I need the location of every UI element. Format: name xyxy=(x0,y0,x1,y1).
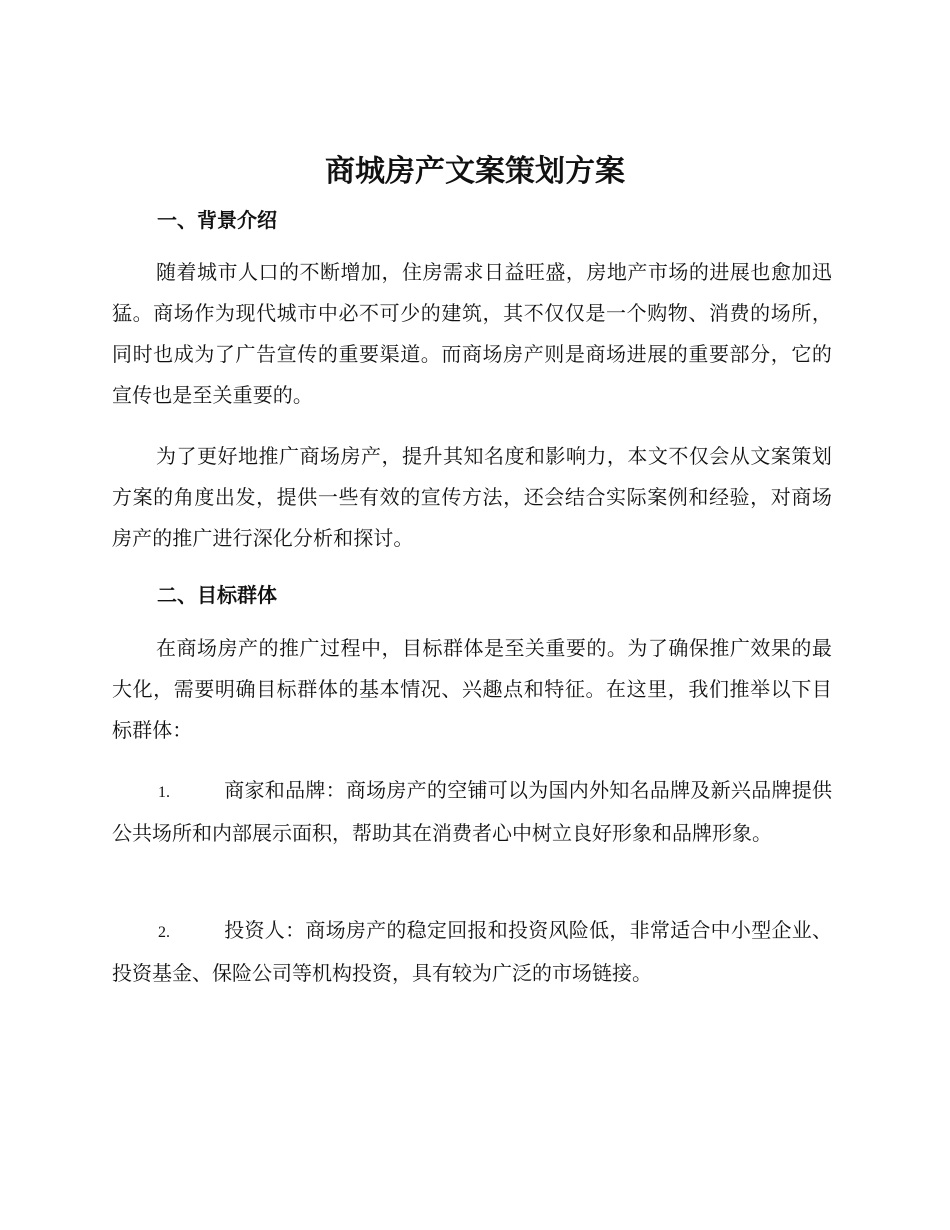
list-number: 2. xyxy=(158,924,170,941)
document-title: 商城房产文案策划方案 xyxy=(325,154,625,189)
list-item-merchants xyxy=(112,770,832,854)
list-item-text: 投资人：商场房产的稳定回报和投资风险低，非常适合中小型企业、投资基金、保险公司等机构投资，具有较为广泛的市场链接。 xyxy=(112,918,832,985)
paragraph-background-2: 为了更好地推广商场房产，提升其知名度和影响力，本文不仅会从文案策划方案的角度出发，提供一些有效的宣传方法，还会结合实际案例和经验，对商场房产的推广进行深化分析和探讨。 xyxy=(112,444,832,550)
list-item-text: 商家和品牌：商场房产的空铺可以为国内外知名品牌及新兴品牌提供公共场所和内部展示面积，帮助其在消费者心中树立良好形象和品牌形象。 xyxy=(112,778,832,845)
paragraph-target-group-intro: 在商场房产的推广过程中，目标群体是至关重要的。为了确保推广效果的最大化，需要明确目标群体的基本情况、兴趣点和特征。在这里，我们推举以下目标群体： xyxy=(112,636,832,742)
list-number: 1. xyxy=(158,784,170,801)
section-heading-target-group: 二、目标群体 xyxy=(157,583,277,607)
section-heading-background: 一、背景介绍 xyxy=(157,208,277,232)
list-item-investors xyxy=(112,910,832,994)
paragraph-background-1: 随着城市人口的不断增加，住房需求日益旺盛，房地产市场的进展也愈加迅猛。商场作为现代城市中必不可少的建筑，其不仅仅是一个购物、消费的场所，同时也成为了广告宣传的重要渠道。而商场房产则是商场进展的重要部分，它的宣传也是至关重要的。 xyxy=(112,260,832,407)
